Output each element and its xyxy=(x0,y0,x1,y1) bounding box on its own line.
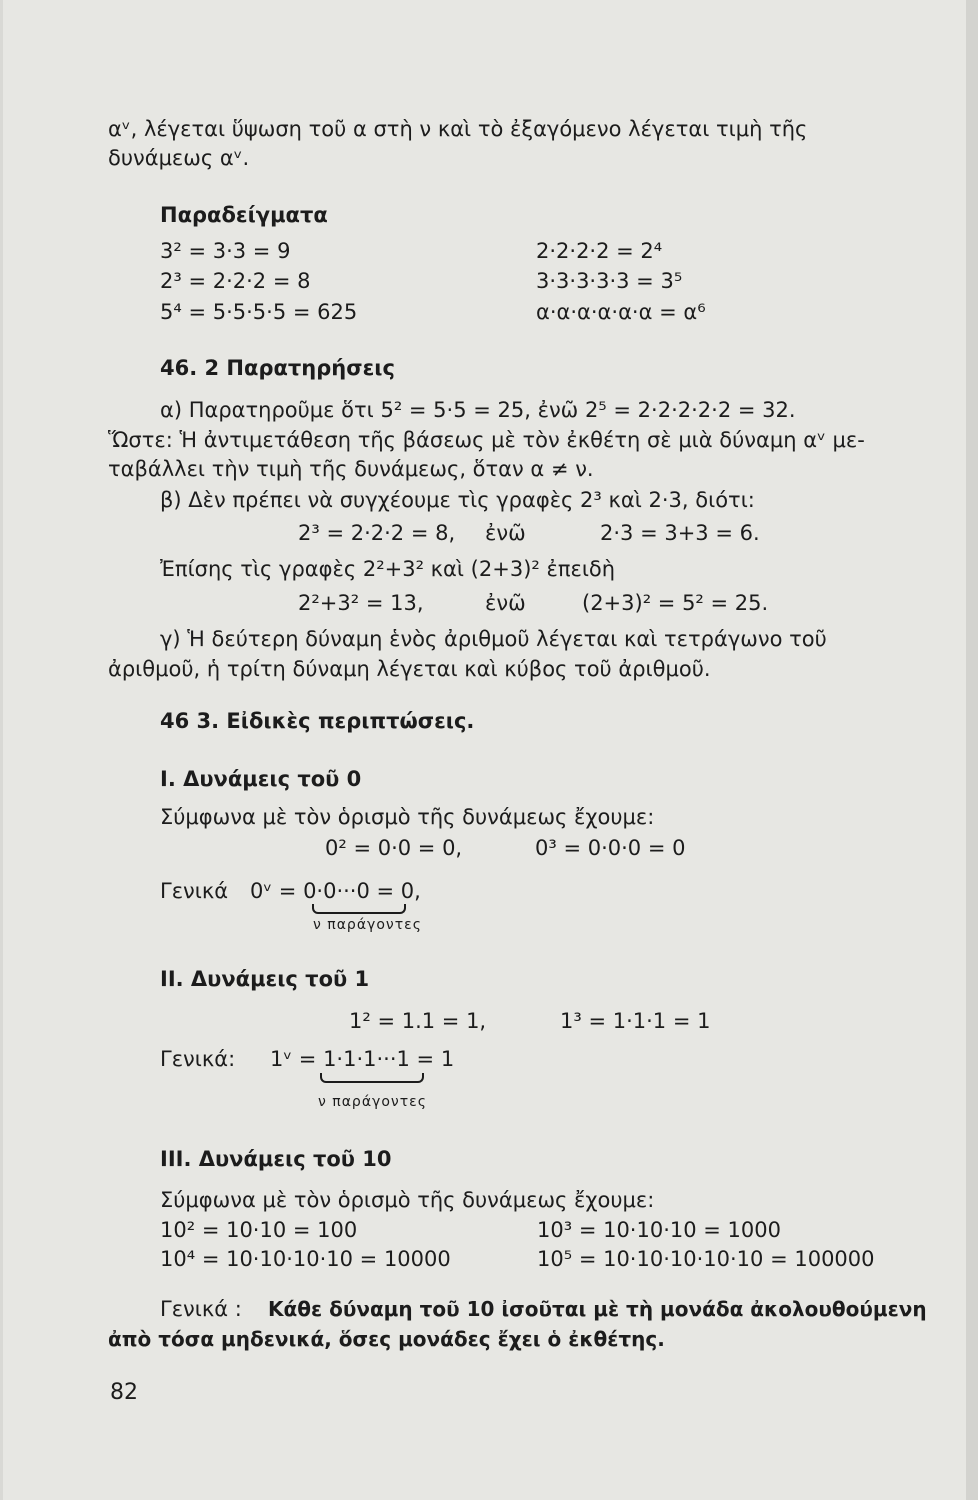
case-III-title: ΙΙΙ. Δυνάμεις τοῦ 10 xyxy=(160,1147,392,1171)
remark-b-also: Ἐπίσης τὶς γραφὲς 2²+3² καὶ (2+3)² ἐπειδὴ xyxy=(160,557,616,581)
case-III-eq-right-1: 10³ = 10·10·10 = 1000 xyxy=(537,1218,781,1242)
case-I-title: Ι. Δυνάμεις τοῦ 0 xyxy=(160,767,362,791)
case-II-general-label: Γενικά: xyxy=(160,1047,236,1071)
case-II-eq-right: 1³ = 1·1·1 = 1 xyxy=(560,1009,711,1033)
case-I-eq-left: 0² = 0·0 = 0, xyxy=(325,836,463,860)
case-II-title: ΙΙ. Δυνάμεις τοῦ 1 xyxy=(160,967,370,991)
page-number: 82 xyxy=(110,1380,138,1405)
remark-b-eq1: 2³ = 2·2·2 = 8, xyxy=(298,521,456,545)
remark-a-note-1: Ὥστε: Ἡ ἀντιμετάθεση τῆς βάσεως μὲ τὸν ἐκθέτη σὲ μιὰ δύναμη αᵛ με- xyxy=(108,428,865,452)
case-III-line: Σύμφωνα μὲ τὸν ὁρισμὸ τῆς δυνάμεως ἔχουμε: xyxy=(160,1188,655,1212)
case-III-eq-left-2: 10⁴ = 10·10·10·10 = 10000 xyxy=(160,1247,451,1271)
remark-a: α) Παρατηροῦμε ὅτι 5² = 5·5 = 25, ἐνῶ 2⁵ = 2·2·2·2·2 = 32. xyxy=(160,398,796,422)
example-left-2: 2³ = 2·2·2 = 8 xyxy=(160,269,311,293)
case-III-eq-left-1: 10² = 10·10 = 100 xyxy=(160,1218,358,1242)
case-II-underbrace xyxy=(320,1073,424,1083)
case-II-general-eq: 1ᵛ = 1·1·1···1 = 1 xyxy=(270,1047,455,1071)
case-I-underbrace xyxy=(312,904,406,914)
remark-b-eq2: 2²+3² = 13, xyxy=(298,591,424,615)
example-right-2: 3·3·3·3·3 = 3⁵ xyxy=(536,269,683,293)
case-III-rule-line-1: Κάθε δύναμη τοῦ 10 ἰσοῦται μὲ τὴ μονάδα ἀκολουθούμενη xyxy=(268,1297,927,1321)
example-right-1: 2·2·2·2 = 2⁴ xyxy=(536,239,663,263)
remark-b-eq2-connector: ἐνῶ xyxy=(485,591,526,615)
remark-b: β) Δὲν πρέπει νὰ συγχέουμε τὶς γραφὲς 2³ καὶ 2·3, διότι: xyxy=(160,488,755,512)
example-left-1: 3² = 3·3 = 9 xyxy=(160,239,291,263)
example-left-3: 5⁴ = 5·5·5·5 = 625 xyxy=(160,300,358,324)
case-I-line: Σύμφωνα μὲ τὸν ὁρισμὸ τῆς δυνάμεως ἔχουμε: xyxy=(160,805,655,829)
case-I-general-eq: 0ᵛ = 0·0···0 = 0, xyxy=(250,879,421,903)
remark-b-eq1-connector: ἐνῶ xyxy=(485,521,526,545)
case-III-general-label: Γενικά : xyxy=(160,1297,242,1321)
remark-c-line-2: ἀριθμοῦ, ἡ τρίτη δύναμη λέγεται καὶ κύβος τοῦ ἀριθμοῦ. xyxy=(108,657,711,681)
page-edge-right xyxy=(966,0,978,1500)
section-46-3-title: 46 3. Εἰδικὲς περιπτώσεις. xyxy=(160,709,475,733)
section-46-2-title: 46. 2 Παρατηρήσεις xyxy=(160,356,395,380)
case-II-eq-left: 1² = 1.1 = 1, xyxy=(349,1009,487,1033)
case-I-general-label: Γενικά xyxy=(160,879,229,903)
case-III-rule-line-2: ἀπὸ τόσα μηδενικά, ὅσες μονάδες ἔχει ὁ ἐκθέτης. xyxy=(108,1327,665,1351)
remark-b-eq1-right: 2·3 = 3+3 = 6. xyxy=(600,521,760,545)
remark-c-line-1: γ) Ἡ δεύτερη δύναμη ἑνὸς ἀριθμοῦ λέγεται καὶ τετράγωνο τοῦ xyxy=(160,627,827,651)
example-right-3: α·α·α·α·α·α = α⁶ xyxy=(536,300,706,324)
page-edge-left xyxy=(0,0,3,1500)
remark-b-eq2-right: (2+3)² = 5² = 25. xyxy=(582,591,769,615)
intro-line-2: δυνάμεως αᵛ. xyxy=(108,146,250,170)
case-I-factors-label: ν παράγοντες xyxy=(313,917,422,933)
case-II-factors-label: ν παράγοντες xyxy=(318,1094,427,1110)
examples-title: Παραδείγματα xyxy=(160,203,328,227)
intro-line-1: αᵛ, λέγεται ὕψωση τοῦ α στὴ ν καὶ τὸ ἐξαγόμενο λέγεται τιμὴ τῆς xyxy=(108,117,808,141)
remark-a-note-2: ταβάλλει τὴν τιμὴ τῆς δυνάμεως, ὅταν α ≠ ν. xyxy=(108,457,594,481)
case-III-eq-right-2: 10⁵ = 10·10·10·10·10 = 100000 xyxy=(537,1247,875,1271)
case-I-eq-right: 0³ = 0·0·0 = 0 xyxy=(535,836,686,860)
